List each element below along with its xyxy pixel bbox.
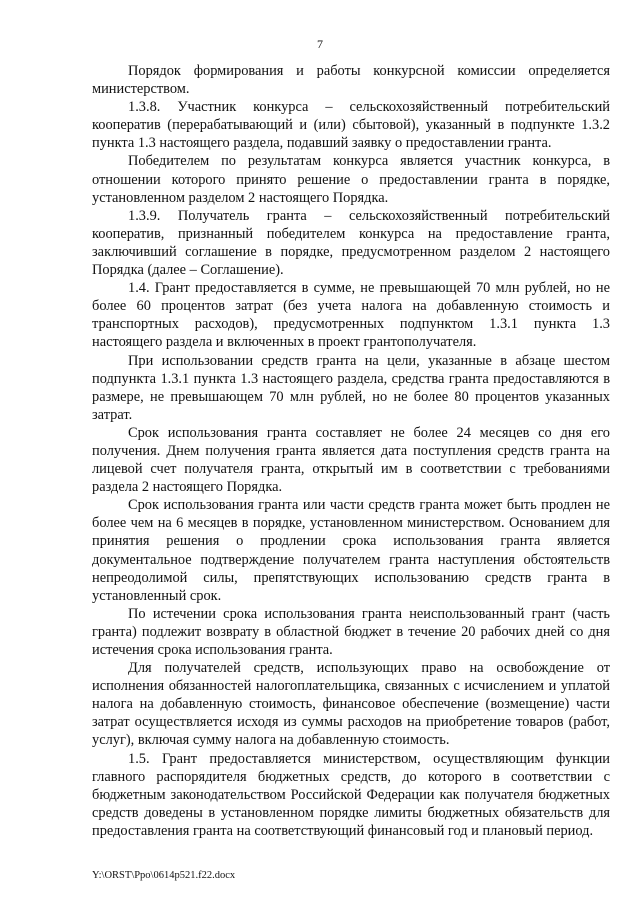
paragraph-1-3-9: 1.3.9. Получатель гранта – сельскохозяйственный потребительский кооператив, признанный победителем конкурса на предоставление гранта, заключивший соглашение в порядке, предусмотренном разделом 2 настоящего Порядка (далее – Соглашение). [92, 207, 610, 279]
paragraph-1-3-8: 1.3.8. Участник конкурса – сельскохозяйственный потребительский кооператив (перерабатывающий и (или) сбытовой), указанный в подпункте 1.3.2 пункта 1.3 настоящего раздела, подавший заявку о предоставлении гранта. [92, 99, 610, 152]
paragraph-1-4: 1.4. Грант предоставляется в сумме, не превышающей 70 млн рублей, но не более 60 процентов затрат (без учета налога на добавленную стоимость и транспортных расходов), предусмотренных подпунктом 1.3.1 пункта 1.3 настоящего раздела и включенных в проект грантополучателя. [92, 280, 610, 351]
paragraph-term: Срок использования гранта составляет не более 24 месяцев со дня его получения. Днем получения гранта является дата поступления средств гранта на лицевой счет получателя гранта, открытый им в соответствии с требованиями раздела 2 настоящего Порядка. [92, 424, 610, 496]
page-number: 7 [317, 37, 323, 51]
paragraph-1-5: 1.5. Грант предоставляется министерством, осуществляющим функции главного распорядителя бюджетных средств, до которого в соответствии с бюджетным законодательством Российской Федерации как получателя бюджетных средств доведены в установленном порядке лимиты бюджетных обязательств для предоставления гранта на соответствующий финансовый год и плановый период. [92, 750, 610, 839]
paragraph-return: По истечении срока использования гранта неиспользованный грант (часть гранта) подлежит возврату в областной бюджет в течение 20 рабочих дней со дня истечения срока использования гранта. [92, 605, 610, 658]
paragraph-vat: Для получателей средств, использующих право на освобождение от исполнения обязанностей налогоплательщика, связанных с исчислением и уплатой налога на добавленную стоимость, финансовое обеспечение (возмещение) части затрат осуществляется исходя из суммы расходов на приобретение товаров (работ, услуг), включая сумму налога на добавленную стоимость. [92, 660, 610, 749]
footer-file-path: Y:\ORST\Ppo\0614p521.f22.docx [92, 870, 236, 881]
document-body [92, 62, 610, 840]
paragraph-grant-use: При использовании средств гранта на цели, указанные в абзаце шестом подпункта 1.3.1 пункта 1.3 настоящего раздела, средства гранта предоставляются в размере, не превышающем 70 млн рублей, но не более 80 процентов указанных затрат. [92, 352, 610, 423]
paragraph-commission: Порядок формирования и работы конкурсной комиссии определяется министерством. [92, 63, 610, 98]
paragraph-extension: Срок использования гранта или части средств гранта может быть продлен не более чем на 6 месяцев в порядке, установленном министерством. Основанием для принятия решения о продлении срока использования гранта является документальное подтверждение получателем гранта наступления обстоятельств непреодолимой силы, препятствующих использованию средств гранта в установленный срок. [92, 497, 610, 604]
paragraph-winner: Победителем по результатам конкурса является участник конкурса, в отношении которого принято решение о предоставлении гранта в порядке, установленном разделом 2 настоящего Порядка. [92, 153, 610, 206]
